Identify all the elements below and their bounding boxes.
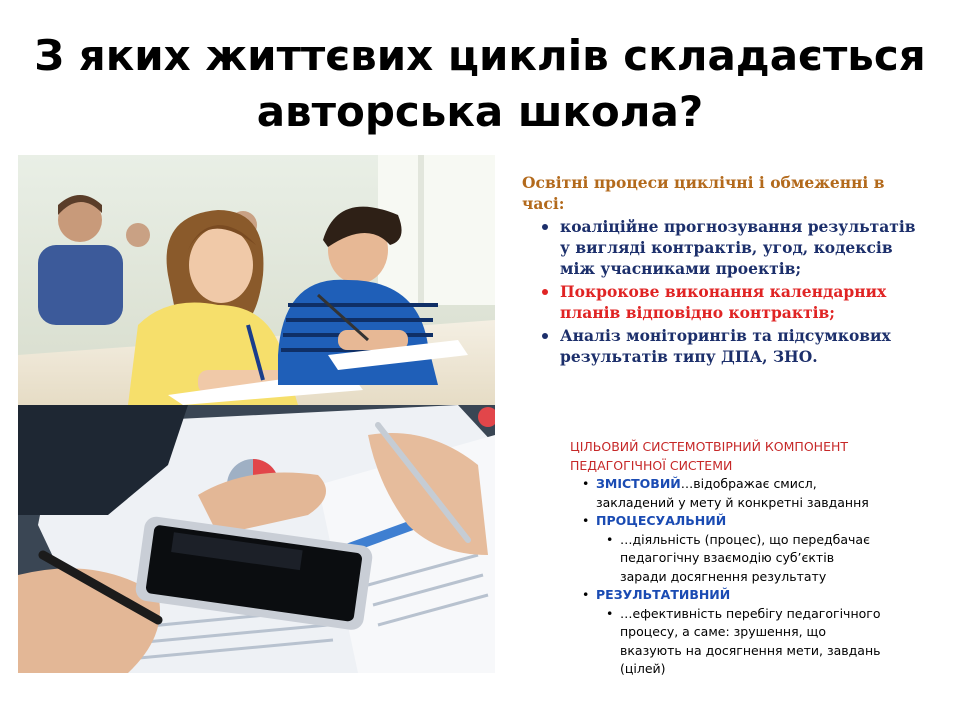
bullet-icon	[542, 333, 548, 339]
slide-title-line1: З яких життєвих циклів складається	[34, 31, 926, 80]
cycles-list-item	[522, 325, 942, 367]
bullet-icon: •	[606, 531, 614, 547]
cycles-list-item	[522, 281, 942, 323]
result-component-description	[570, 605, 940, 679]
cycles-heading-line1: Освітні процеси циклічні і обмеженні в	[522, 173, 885, 192]
cycles-item-line: планів відповідно контрактів;	[560, 303, 835, 322]
result-description-line: (цілей)	[620, 661, 666, 676]
cycles-item-line: коаліційне прогнозування результатів	[560, 217, 916, 236]
students-writing-photo	[18, 155, 495, 405]
bullet-icon: •	[582, 513, 590, 528]
process-description-line: заради досягнення результату	[620, 568, 827, 584]
content-component-text: …відображає смисл,	[680, 476, 817, 491]
process-description-line: …діяльність (процес), що передбачає	[620, 531, 870, 547]
cycles-list	[522, 216, 942, 367]
cycles-item-line: результатів типу ДПА, ЗНО.	[560, 347, 818, 366]
content-component-text-line2: закладений у мету й конкретні завдання	[596, 494, 869, 510]
result-description-line: …ефективність перебігу педагогічного	[620, 605, 881, 621]
cycles-item-line: у вигляді контрактів, угод, кодексів	[560, 238, 893, 257]
pedagogical-heading-line1: ЦІЛЬОВИЙ СИСТЕМОТВІРНИЙ КОМПОНЕНТ	[570, 439, 848, 454]
bullet-icon	[542, 289, 548, 295]
result-description-line: процесу, а саме: зрушення, що	[620, 624, 826, 639]
slide-title	[0, 28, 960, 140]
bullet-icon: •	[582, 476, 590, 491]
cycles-item-line: Покрокове виконання календарних	[560, 282, 887, 301]
result-description-line: вказують на досягнення мети, завдань	[620, 642, 881, 658]
cycles-heading-line2: часі:	[522, 194, 565, 213]
bullet-icon: •	[606, 605, 614, 621]
cycles-list-item	[522, 216, 942, 279]
tablet-business-photo	[18, 405, 495, 673]
pedagogical-system-block	[570, 438, 940, 678]
bullet-icon: •	[582, 587, 590, 602]
process-component-description	[570, 531, 940, 587]
process-component-title: ПРОЦЕСУАЛЬНИЙ	[596, 513, 727, 528]
cycles-heading	[522, 172, 942, 214]
bullet-icon	[542, 224, 548, 230]
result-component-item	[570, 586, 940, 605]
cycles-item-line: Аналіз моніторингів та підсумкових	[560, 326, 891, 345]
process-component-item	[570, 512, 940, 531]
slide-title-line2: авторська школа?	[256, 87, 704, 136]
cycles-item-line: між учасниками проектів;	[560, 259, 802, 278]
cycles-text-block	[522, 172, 942, 369]
pedagogical-heading-line2: ПЕДАГОГІЧНОЇ СИСТЕМИ	[570, 457, 733, 473]
process-description-line: педагогічну взаємодію суб’єктів	[620, 550, 835, 565]
result-component-title: РЕЗУЛЬТАТИВНИЙ	[596, 587, 731, 602]
content-component-item	[570, 475, 940, 512]
pedagogical-system-heading	[570, 438, 940, 475]
content-component-title: ЗМІСТОВИЙ	[596, 476, 681, 491]
